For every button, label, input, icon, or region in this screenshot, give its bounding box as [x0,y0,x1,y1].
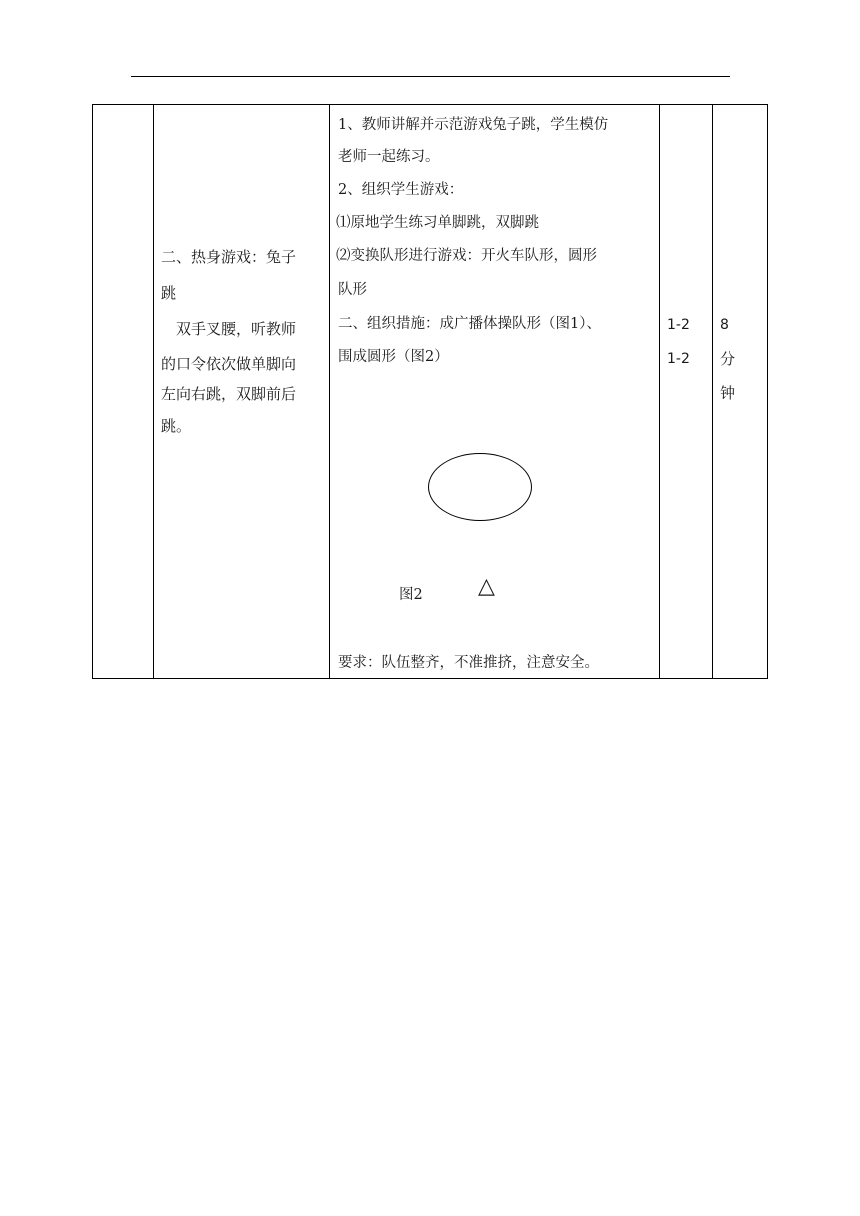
content-desc-line3: 左向右跳，双脚前后 [161,385,297,403]
col-border-5 [767,104,768,679]
col-border-2 [329,104,330,679]
requirement-text: 要求：队伍整齐，不准推挤，注意安全。 [338,655,599,671]
col-border-0 [92,104,93,679]
org-line-2: 老师一起练习。 [338,149,440,165]
time-unit-2: 钟 [720,384,736,402]
content-title-line2: 跳 [161,284,177,302]
time-unit-1: 分 [720,350,736,368]
org-line-8: 围成圆形（图2） [338,349,449,365]
content-title-line1: 二、热身游戏：兔子 [161,248,297,266]
org-line-5: ⑵变换队形进行游戏：开火车队形，圆形 [336,248,597,264]
table-top-border [92,104,768,105]
org-line-1: 1、教师讲解并示范游戏兔子跳，学生模仿 [338,117,609,133]
teacher-triangle-icon: △ [478,574,495,599]
col-border-3 [659,104,660,679]
table-bottom-border [92,678,768,679]
content-desc-line1: 双手叉腰，听教师 [176,320,297,338]
load-times-2: 1-2 [667,351,690,367]
content-desc-line4: 跳。 [161,417,192,435]
load-times-1: 1-2 [667,317,690,333]
org-line-7: 二、组织措施：成广播体操队形（图1）、 [338,316,601,332]
content-desc-line2: 的口令依次做单脚向 [161,355,297,373]
org-line-4: ⑴原地学生练习单脚跳，双脚跳 [336,215,539,231]
figure-2-label: 图2 [399,587,423,603]
col-border-1 [153,104,154,679]
circle-formation-diagram [428,453,532,521]
org-line-3: 2、组织学生游戏： [338,182,464,198]
col-border-4 [712,104,713,679]
org-line-6: 队形 [338,282,367,298]
time-value: 8 [720,317,729,333]
